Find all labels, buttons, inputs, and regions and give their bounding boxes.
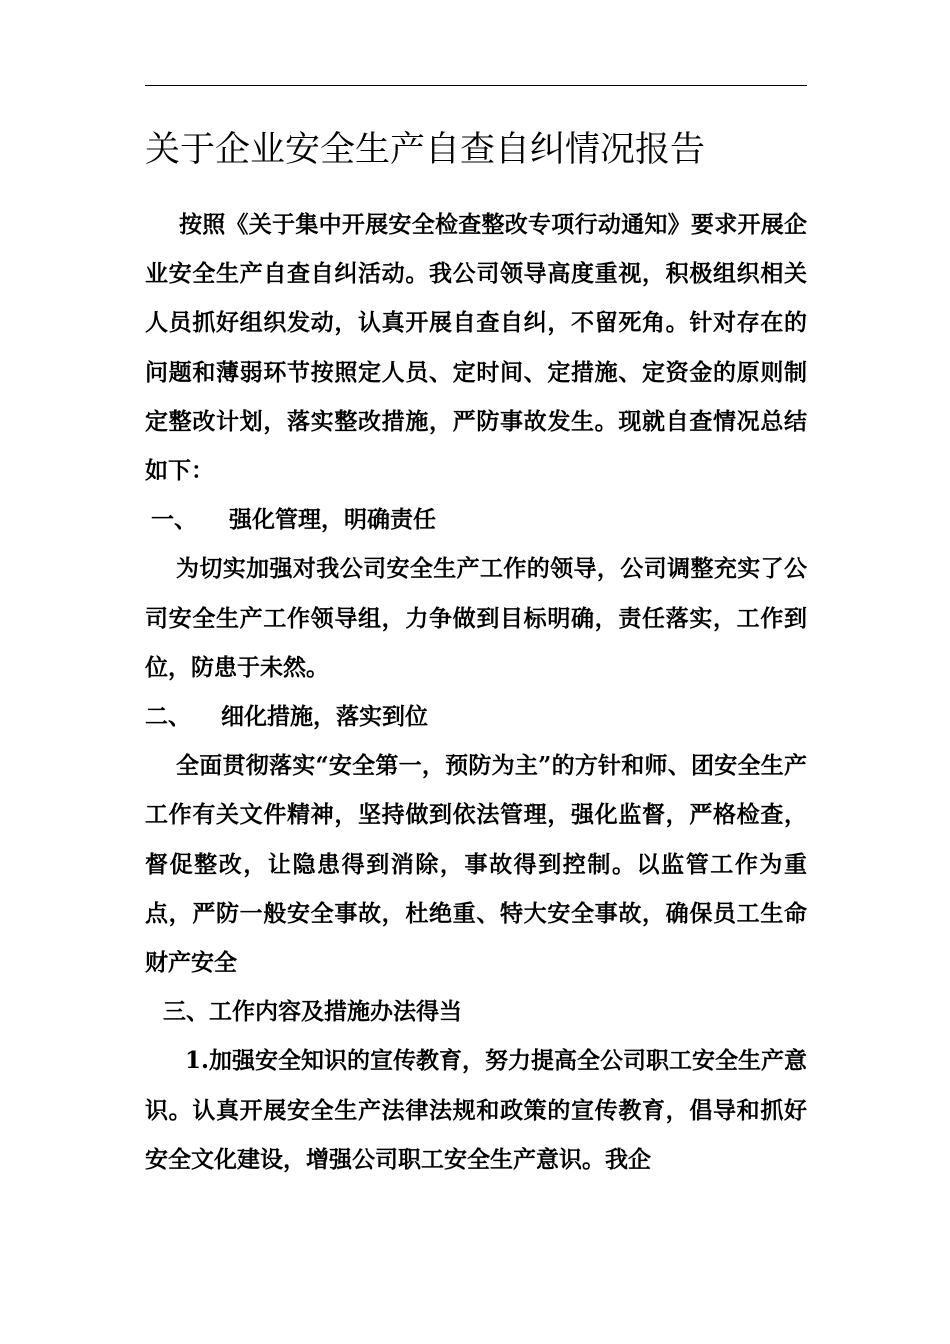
document-page	[145, 0, 807, 1344]
section-1-number: 一、	[151, 506, 197, 534]
document-title: 关于企业安全生产自查自纠情况报告	[145, 130, 706, 170]
section-1-title: 强化管理，明确责任	[229, 506, 436, 534]
section-3-item-1: 1.加强安全知识的宣传教育，努力提高全公司职工安全生产意识。认真开展安全生产法律法规和政策的宣传教育，倡导和抓好安全文化建设，增强公司职工安全生产意识。我企	[145, 1047, 808, 1173]
header-rule	[145, 85, 807, 86]
document-body	[145, 200, 807, 1184]
intro-paragraph: 按照《关于集中开展安全检查整改专项行动通知》要求开展企业安全生产自查自纠活动。我公司领导高度重视，积极组织相关人员抓好组织发动，认真开展自查自纠，不留死角。针对存在的问题和薄弱环节按照定人员、定时间、定措施、定资金的原则制定整改计划，落实整改措施，严防事故发生。现就自查情况总结如下：	[145, 211, 807, 485]
section-1-paragraph: 为切实加强对我公司安全生产工作的领导，公司调整充实了公司安全生产工作领导组，力争做到目标明确，责任落实，工作到位，防患于未然。	[145, 555, 807, 681]
section-1-heading	[145, 495, 807, 544]
section-2-title: 细化措施，落实到位	[221, 703, 428, 731]
section-2-paragraph: 全面贯彻落实“安全第一，预防为主”的方针和师、团安全生产工作有关文件精神，坚持做到依法管理，强化监督，严格检查，督促整改，让隐患得到消除，事故得到控制。以监管工作为重点，严防一般安全事故，杜绝重、特大安全事故，确保员工生命财产安全	[145, 752, 807, 977]
section-2-heading	[145, 692, 807, 741]
section-3-heading: 三、工作内容及措施办法得当	[163, 998, 462, 1026]
section-2-number: 二、	[145, 703, 191, 731]
